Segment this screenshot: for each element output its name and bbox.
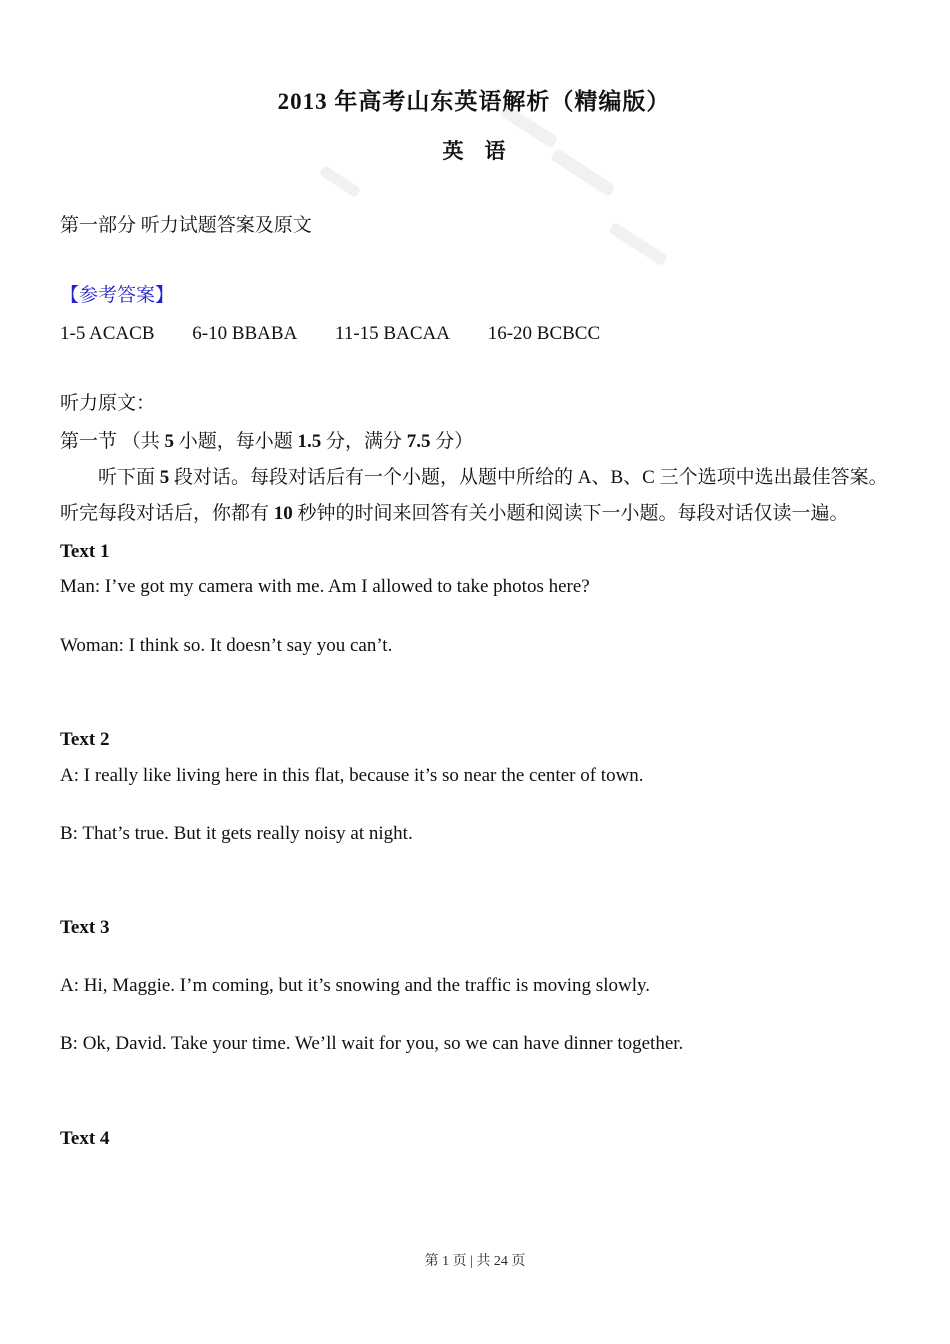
instructions-number: 10	[273, 503, 293, 524]
answer-group-16-20: 16-20 BCBCC	[487, 323, 601, 344]
instructions-line-2	[60, 502, 888, 526]
transcript-label: 听力原文：	[60, 393, 156, 414]
text2-heading: Text 2	[60, 729, 110, 750]
text1-line-woman: Woman: I think so. It doesn’t say you can’t.	[60, 635, 393, 656]
instructions-text: 听完每段对话后，你都有	[60, 503, 274, 524]
answer-group-1-5: 1-5 ACACB	[60, 323, 155, 344]
text4-heading: Text 4	[60, 1128, 110, 1149]
section1-heading-text: 分，满分	[321, 431, 407, 452]
section1-heading-text: 第一节 （共	[60, 431, 165, 452]
instructions-text: 听下面	[98, 467, 160, 488]
reference-answers-label: 【参考答案】	[60, 285, 175, 306]
instructions-number: 5	[159, 467, 170, 488]
text3-line-a: A: Hi, Maggie. I’m coming, but it’s snowing and the traffic is moving slowly.	[60, 975, 650, 996]
instructions-text: 段对话。每段对话后有一个小题，从题中所给的 A、B、C 三个选项中选出最佳答案。	[169, 467, 888, 488]
section1-heading-text: 小题，每小题	[174, 431, 298, 452]
instructions-line-1	[60, 466, 888, 490]
section1-points-total: 7.5	[406, 431, 431, 452]
section1-points-each: 1.5	[297, 431, 322, 452]
text2-line-b: B: That’s true. But it gets really noisy at night.	[60, 823, 413, 844]
instructions-text: 秒钟的时间来回答有关小题和阅读下一小题。每段对话仅读一遍。	[292, 503, 849, 524]
text1-line-man: Man: I’ve got my camera with me. Am I allowed to take photos here?	[60, 576, 590, 597]
text3-line-b: B: Ok, David. Take your time. We’ll wait for you, so we can have dinner together.	[60, 1033, 684, 1054]
page-number-indicator: 第 1 页 | 共 24 页	[424, 1254, 526, 1269]
text1-heading: Text 1	[60, 541, 110, 562]
text3-heading: Text 3	[60, 917, 110, 938]
section1-heading-text: 分）	[430, 431, 474, 452]
document-title: 2013 年高考山东英语解析（精编版）	[277, 89, 671, 114]
part1-heading: 第一部分 听力试题答案及原文	[60, 215, 312, 236]
section1-heading	[60, 430, 888, 454]
section1-question-count: 5	[164, 431, 175, 452]
answer-group-11-15: 11-15 BACAA	[335, 323, 450, 344]
text2-line-a: A: I really like living here in this flat, because it’s so near the center of town.	[60, 765, 644, 786]
document-subject: 英 语	[442, 139, 506, 163]
answer-group-6-10: 6-10 BBABA	[192, 323, 298, 344]
answer-key-row	[60, 322, 888, 346]
